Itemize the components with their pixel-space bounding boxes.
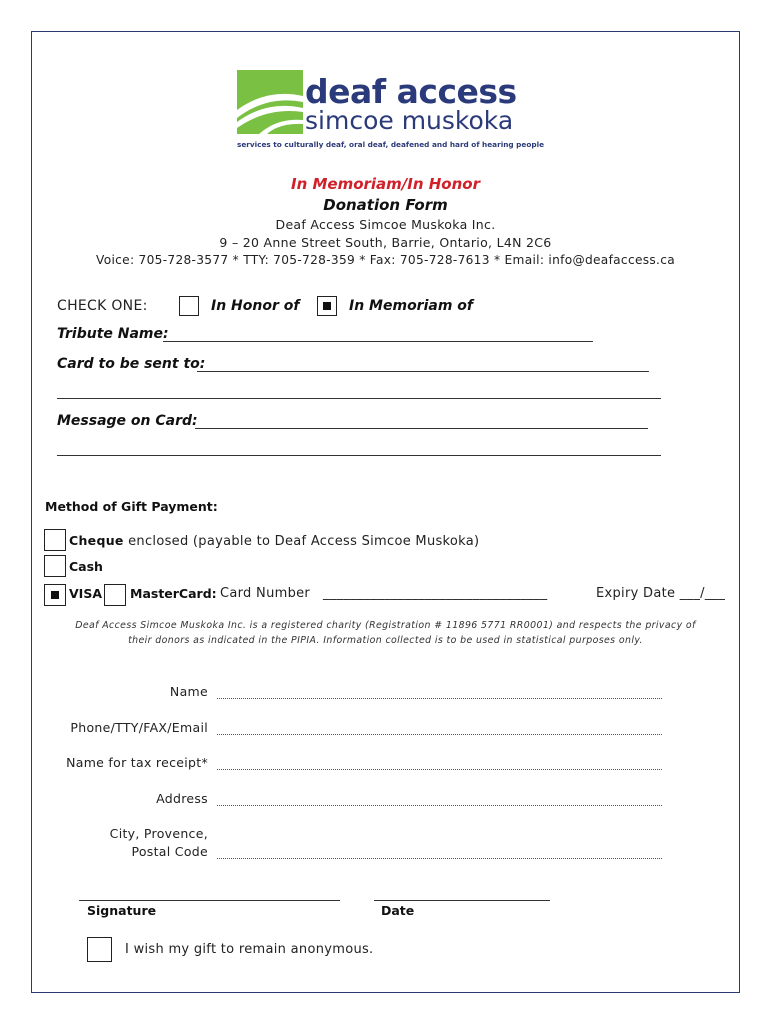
name-label: Name <box>169 684 208 699</box>
privacy-notice-line2: their donors as indicated in the PIPIA. Information collected is to be used in statistical purposes only. <box>128 635 643 646</box>
logo-tagline: services to culturally deaf, oral deaf, deafened and hard of hearing people <box>237 140 545 149</box>
date-line[interactable] <box>374 900 550 901</box>
card-number-label: Card Number <box>220 586 311 601</box>
in-honor-checkbox[interactable] <box>179 296 199 316</box>
tax-receipt-name-input[interactable] <box>217 769 662 770</box>
postal-code-label: Postal Code <box>131 844 208 859</box>
in-memoriam-checkbox[interactable] <box>317 296 337 316</box>
org-address: 9 – 20 Anne Street South, Barrie, Ontario, L4N 2C6 <box>219 235 552 250</box>
phone-label: Phone/TTY/FAX/Email <box>70 720 208 735</box>
card-sent-to-input[interactable] <box>197 371 649 372</box>
mastercard-checkbox[interactable] <box>104 584 126 606</box>
form-title-red: In Memoriam/In Honor <box>290 175 480 193</box>
cheque-checkbox[interactable] <box>44 529 66 551</box>
date-label: Date <box>381 903 415 918</box>
cheque-option <box>69 533 479 549</box>
cash-label: Cash <box>69 559 103 574</box>
cash-checkbox[interactable] <box>44 555 66 577</box>
payment-method-heading: Method of Gift Payment: <box>45 499 218 514</box>
logo-text-line1: deaf access <box>305 72 517 111</box>
phone-input[interactable] <box>217 734 662 735</box>
cheque-description: enclosed (payable to Deaf Access Simcoe Muskoka) <box>123 534 480 549</box>
anonymous-checkbox[interactable] <box>87 937 112 962</box>
city-postal-input[interactable] <box>217 858 662 859</box>
check-one-label: CHECK ONE: <box>57 298 148 314</box>
anonymous-label: I wish my gift to remain anonymous. <box>125 942 374 957</box>
card-sent-to-input-line2[interactable] <box>57 398 661 399</box>
logo <box>237 70 545 155</box>
message-on-card-input[interactable] <box>195 428 648 429</box>
card-number-input[interactable]: _________________________________ <box>323 586 548 601</box>
name-input[interactable] <box>217 698 662 699</box>
logo-text-line2: simcoe muskoka <box>305 106 514 135</box>
form-title: Donation Form <box>323 196 448 214</box>
in-honor-label: In Honor of <box>211 298 300 314</box>
expiry-date-field[interactable]: Expiry Date ___/___ <box>596 586 726 601</box>
address-label: Address <box>156 791 208 806</box>
tribute-name-input[interactable] <box>163 341 593 342</box>
card-sent-to-label: Card to be sent to: <box>57 356 206 372</box>
address-input[interactable] <box>217 805 662 806</box>
message-on-card-input-line2[interactable] <box>57 455 661 456</box>
org-contact: Voice: 705-728-3577 * TTY: 705-728-359 * Fax: 705-728-7613 * Email: info@deafaccess.ca <box>96 253 675 267</box>
city-label: City, Provence, <box>109 826 208 841</box>
in-memoriam-label: In Memoriam of <box>349 298 474 314</box>
visa-label: VISA <box>69 586 103 601</box>
cheque-label: Cheque <box>69 533 124 548</box>
mastercard-label: MasterCard: <box>130 586 217 601</box>
visa-checkbox[interactable] <box>44 584 66 606</box>
privacy-notice-line1: Deaf Access Simcoe Muskoka Inc. is a registered charity (Registration # 11896 5771 RR0001) and respects the privacy of <box>75 620 696 631</box>
tax-receipt-name-label: Name for tax receipt* <box>66 755 208 770</box>
message-on-card-label: Message on Card: <box>57 413 198 429</box>
org-name: Deaf Access Simcoe Muskoka Inc. <box>275 217 496 232</box>
tribute-name-label: Tribute Name: <box>57 326 169 342</box>
logo-mark-icon <box>237 70 303 134</box>
signature-line[interactable] <box>79 900 340 901</box>
signature-label: Signature <box>87 903 157 918</box>
